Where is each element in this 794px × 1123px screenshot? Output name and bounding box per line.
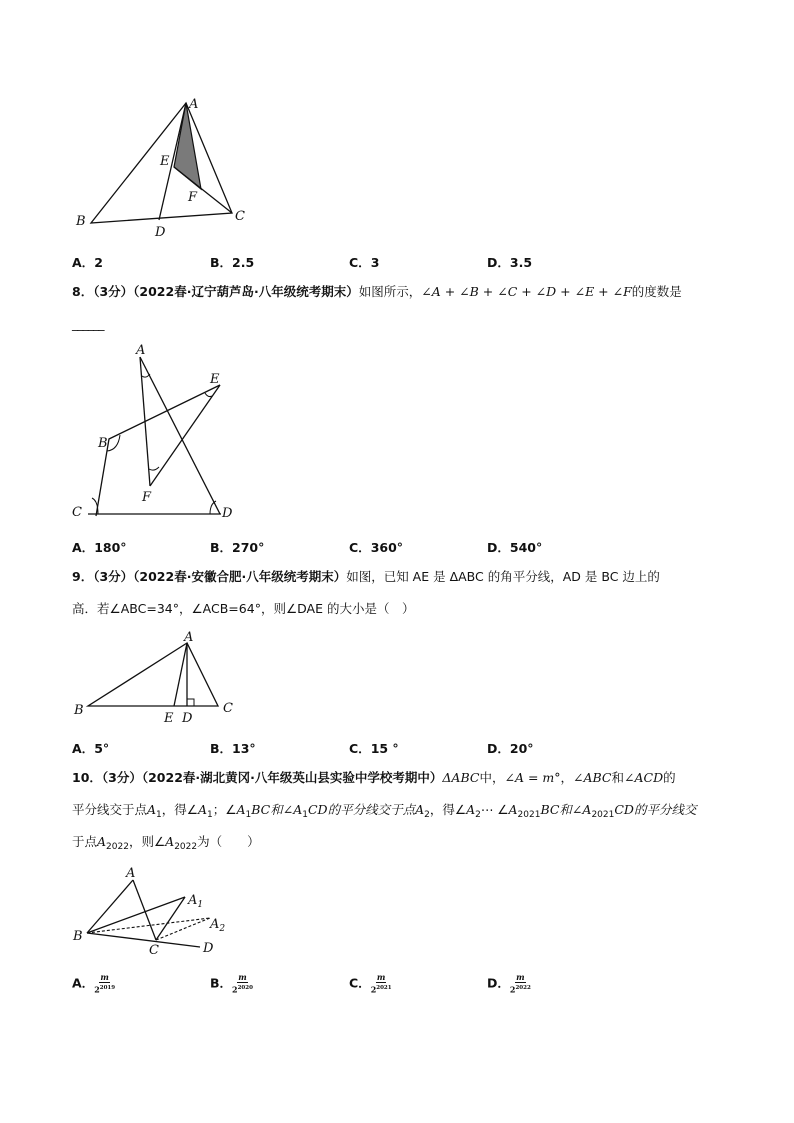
q8-label-e: E: [210, 372, 220, 387]
q10-option-a: A． $\frac{m}{2^{2019}}$: [72, 972, 116, 995]
q7-label-d: D: [155, 225, 166, 240]
q8-option-a: A．180°: [72, 540, 127, 555]
q10-label-d: D: [203, 941, 214, 956]
q8-label-c: C: [72, 505, 82, 520]
q7-label-f: F: [188, 190, 198, 205]
q10-figure: [60, 860, 240, 960]
q9-stem-line2: 高．若∠ABC=34°，∠ACB=64°，则∠DAE 的大小是（ ）: [72, 601, 415, 616]
q7-figure: [60, 90, 260, 245]
q8-number: 8．: [72, 284, 94, 299]
q10-segment-ac: [133, 880, 156, 940]
q8-label-d: D: [222, 506, 233, 521]
q9-label-b: B: [74, 703, 84, 718]
q7-label-e: E: [160, 154, 170, 169]
q9-option-b: B．13°: [210, 741, 256, 756]
q10-segment-ba1: [87, 897, 185, 933]
q8-segment-cbe: [96, 385, 220, 516]
q10-option-c-fraction: $\frac{m}{2^{2021}}$: [370, 972, 392, 995]
q10-source: （2022春·湖北黄冈·八年级英山县实验中学校考期中）: [141, 770, 443, 785]
q10-number: 10．: [72, 770, 102, 785]
q10-label-a: A: [126, 866, 136, 881]
q8-option-d: D．540°: [487, 540, 543, 555]
q8-blank: ______: [72, 316, 104, 331]
q7-label-b: B: [76, 214, 86, 229]
q10-option-c: C． $\frac{m}{2^{2021}}$: [349, 972, 392, 995]
q8-figure: [60, 338, 260, 523]
q9-stem-line1: 9．（3分）（2022春·安徽合肥·八年级统考期末）如图，已知 AE 是 ΔABC 的角平分线，AD 是 BC 边上的: [72, 569, 660, 584]
q9-triangle-abc: [88, 643, 218, 706]
q9-source: （2022春·安徽合肥·八年级统考期末）: [133, 569, 347, 584]
q10-stem-line3: 于点$A_{2022}$，则$\angle A_{2022}$为（ ）: [72, 834, 260, 852]
q10-option-b-fraction: $\frac{m}{2^{2020}}$: [232, 972, 253, 995]
q9-label-d: D: [182, 711, 193, 725]
q10-label-c: C: [149, 943, 159, 958]
q9-right-angle-mark: [187, 699, 194, 706]
q9-figure: [70, 630, 250, 725]
q8-arc-e: [205, 393, 212, 397]
q7-label-c: C: [235, 209, 245, 224]
q10-score: （3分）: [101, 770, 142, 785]
q7-option-c: C．3: [349, 255, 380, 270]
q9-option-a: A．5°: [72, 741, 110, 756]
q7-label-a: A: [189, 97, 199, 112]
q10-label-a1: $A_1$: [188, 893, 204, 910]
q10-label-b: B: [73, 929, 83, 944]
q8-arc-d: [210, 501, 216, 514]
q8-label-a: A: [136, 343, 146, 358]
q8-segment-af: [140, 357, 150, 486]
q9-label-a: A: [184, 630, 194, 645]
q10-stem-line1: 10．（3分）（2022春·湖北黄冈·八年级英山县实验中学校考期中）ΔABC中，∠A = m°，∠ABC和∠ACD的: [72, 770, 676, 785]
q10-segment-bd: [87, 933, 200, 947]
q7-shaded-region: [174, 103, 201, 189]
q8-label-f: F: [142, 490, 152, 505]
q10-label-a2: $A_2$: [210, 917, 226, 934]
q8-stem: 8．（3分）（2022春·辽宁葫芦岛·八年级统考期末）如图所示，∠A + ∠B + ∠C + ∠D + ∠E + ∠F的度数是: [72, 284, 682, 299]
q10-option-d: D． $\frac{m}{2^{2022}}$: [487, 972, 531, 995]
q7-option-b: B．2.5: [210, 255, 255, 270]
q9-score: （3分）: [93, 569, 134, 584]
q9-segment-ae: [174, 643, 187, 706]
q8-source: （2022春·辽宁葫芦岛·八年级统考期末）: [133, 284, 359, 299]
q8-arc-f: [149, 467, 159, 470]
q8-segment-fe: [150, 385, 220, 486]
q8-score: （3分）: [93, 284, 134, 299]
q10-stem-line2: 平分线交于点$A_1$，得$\angle A_1$；$\angle A_1BC$和$\angle A_1CD$的平分线交于点$A_2$，得$\angle A_2\cdots$ $\angle A_{2021}BC$和$\angle A_{2021}CD$的平分线交: [72, 802, 697, 820]
q9-label-c: C: [223, 701, 233, 716]
q8-option-c: C．360°: [349, 540, 404, 555]
q9-number: 9．: [72, 569, 94, 584]
q9-option-c: C．15 °: [349, 741, 399, 756]
q8-option-b: B．270°: [210, 540, 265, 555]
q7-option-d: D．3.5: [487, 255, 533, 270]
q9-option-d: D．20°: [487, 741, 534, 756]
q10-option-b: B． $\frac{m}{2^{2020}}$: [210, 972, 253, 995]
q10-option-d-fraction: $\frac{m}{2^{2022}}$: [509, 972, 531, 995]
q10-option-a-fraction: $\frac{m}{2^{2019}}$: [94, 972, 116, 995]
q8-segment-ad: [140, 357, 220, 514]
q9-label-e: E: [164, 711, 174, 725]
q8-expression: ∠A + ∠B + ∠C + ∠D + ∠E + ∠F: [421, 284, 632, 299]
q8-label-b: B: [98, 436, 108, 451]
q7-option-a: A．2: [72, 255, 103, 270]
q7-segment-ec: [174, 167, 232, 213]
